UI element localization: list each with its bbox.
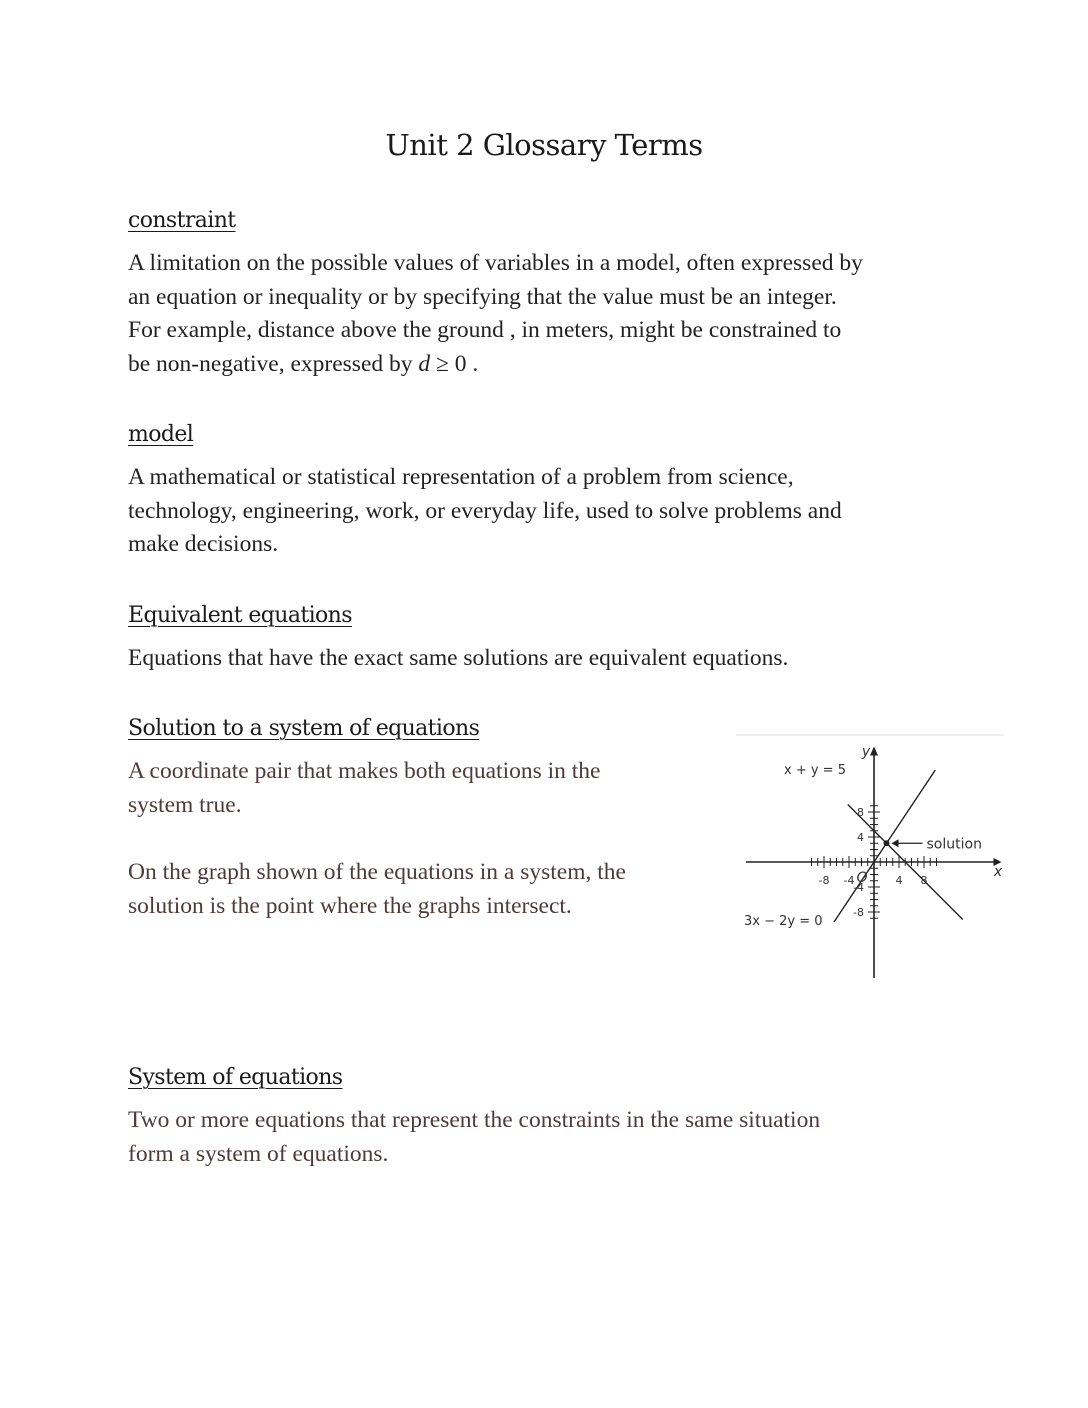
page-title: Unit 2 Glossary Terms: [385, 128, 703, 162]
glossary-entry-equivalent-equations: [128, 603, 988, 676]
y-tick-label: 8: [857, 806, 864, 819]
term-definition: [128, 1104, 988, 1171]
origin-label: O: [856, 870, 868, 886]
term-heading: model: [128, 422, 194, 447]
definition-line: technology, engineering, work, or everyday life, used to solve problems and: [128, 497, 842, 524]
solution-point: [884, 840, 890, 846]
definition-line: Equations that have the exact same solutions are equivalent equations.: [128, 645, 789, 671]
definition-line: form a system of equations.: [128, 1140, 389, 1167]
term-definition: [128, 642, 988, 676]
term-heading: System of equations: [128, 1065, 343, 1090]
math-variable: d: [418, 351, 431, 378]
glossary-entry-system-of-equations: [128, 1065, 988, 1171]
equation-label-1: x + y = 5: [784, 763, 846, 778]
glossary-entry-solution-to-system: [128, 716, 728, 924]
system-graph-figure: [736, 734, 1008, 982]
definition-line: be non-negative, expressed by: [128, 351, 419, 378]
term-definition: [128, 247, 988, 382]
term-definition: [128, 461, 988, 562]
definition-line: Two or more equations that represent the constraints in the same situation: [128, 1107, 821, 1133]
term-definition: [128, 755, 728, 822]
term-definition-note: [128, 856, 728, 923]
x-tick-label: 4: [895, 874, 903, 887]
y-axis-arrow: [870, 747, 878, 756]
x-tick-label: -4: [843, 874, 855, 887]
term-heading: Solution to a system of equations: [128, 716, 480, 741]
definition-line: A coordinate pair that makes both equations in the: [128, 758, 601, 784]
math-expression: ≥ 0 .: [430, 351, 479, 378]
glossary-entry-constraint: [128, 208, 988, 382]
glossary-entry-model: [128, 422, 988, 562]
y-tick-label: -8: [853, 906, 864, 919]
definition-line: A limitation on the possible values of variables in a model, often expressed by: [128, 250, 863, 276]
equation-line-2: [834, 770, 935, 922]
x-axis-label: x: [993, 864, 1003, 880]
y-tick-label: -4: [853, 881, 864, 894]
definition-line: an equation or inequality or by specifying that the value must be an integer.: [128, 283, 837, 310]
solution-label: solution: [926, 836, 982, 853]
definition-line: solution is the point where the graphs intersect.: [128, 892, 572, 919]
y-axis-label: y: [861, 744, 871, 760]
definition-line: make decisions.: [128, 531, 279, 558]
y-tick-label: 4: [857, 831, 864, 844]
x-tick-label: 8: [920, 874, 928, 887]
solution-pointer-arrowhead: [892, 839, 899, 847]
definition-line: For example, distance above the ground , in meters, might be constrained to: [128, 317, 842, 344]
x-tick-label: -8: [818, 874, 830, 887]
term-heading: constraint: [128, 208, 236, 233]
term-heading: Equivalent equations: [128, 603, 352, 628]
equation-label-2: 3x − 2y = 0: [744, 914, 823, 929]
system-graph: [736, 734, 1008, 982]
definition-line: On the graph shown of the equations in a system, the: [128, 859, 626, 886]
definition-line: system true.: [128, 791, 242, 818]
definition-line: A mathematical or statistical representation of a problem from science,: [128, 464, 794, 490]
